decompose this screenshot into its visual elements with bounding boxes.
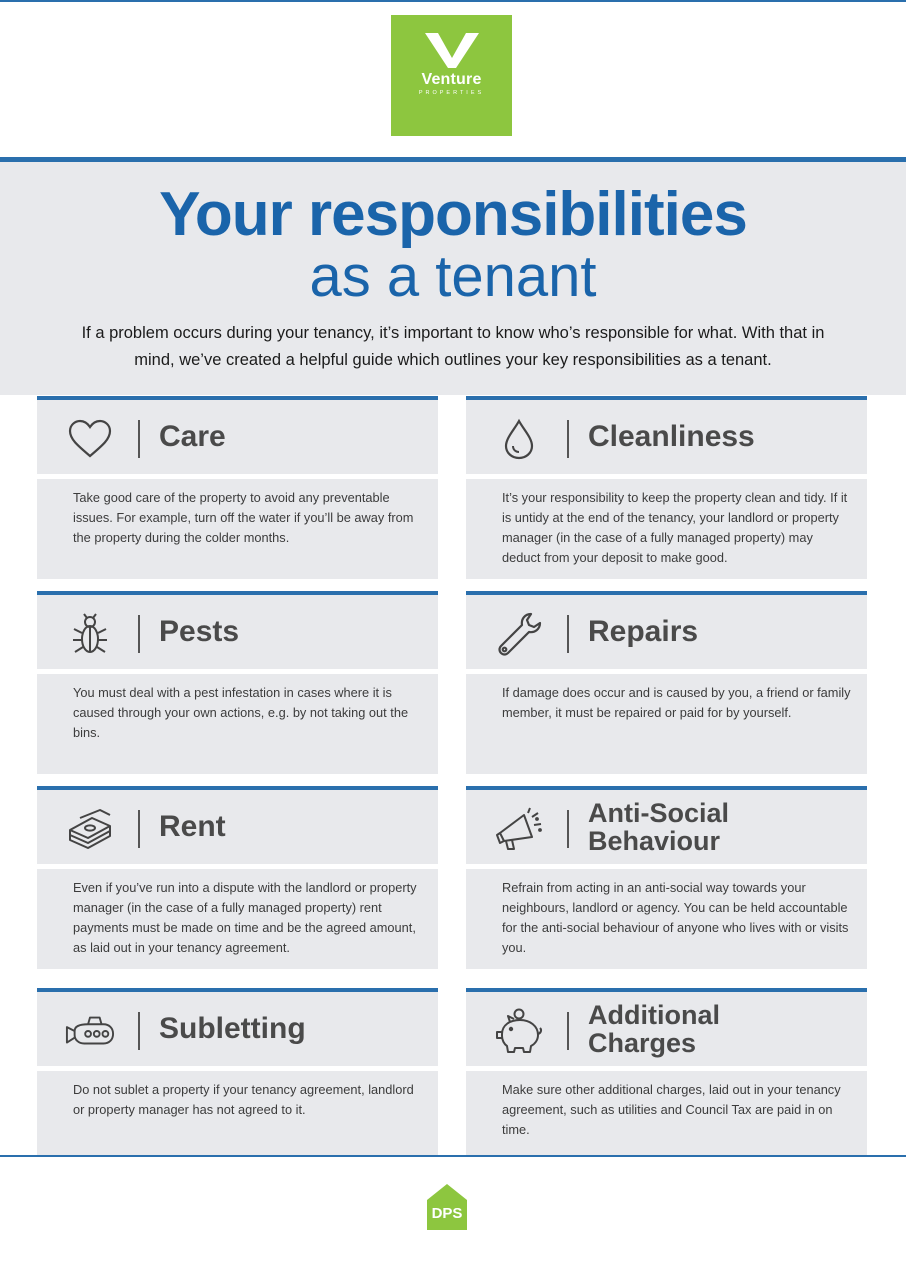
- separator: [567, 1012, 569, 1050]
- wrench-icon: [494, 612, 544, 656]
- card-charges-header: [466, 988, 867, 1066]
- card-title: Cleanliness: [588, 420, 755, 453]
- card-subletting-header: [37, 988, 438, 1066]
- intro-text: If a problem occurs during your tenancy, it’s important to know who’s responsible for what. With that in mind, we’ve created a helpful guide which outlines your key responsibilities as a tenant.: [81, 324, 825, 369]
- separator: [138, 810, 140, 848]
- venture-logo: [391, 15, 512, 136]
- money-stack-icon: [65, 807, 115, 851]
- separator: [138, 1012, 140, 1050]
- card-rent-body: Even if you’ve run into a dispute with the landlord or property manager (in the case of a fully managed property) rent payments must be made on time and be the agreed amount, as laid out in your tenancy agreement.: [37, 869, 438, 969]
- card-title: Care: [159, 420, 226, 453]
- card-title: Pests: [159, 615, 240, 648]
- submarine-icon: [65, 1009, 115, 1053]
- card-subletting-body: Do not sublet a property if your tenancy agreement, landlord or property manager has not agreed to it.: [37, 1071, 438, 1155]
- page-title: Your responsibilities: [159, 180, 747, 249]
- logo-name: Venture: [421, 71, 482, 88]
- card-care-header: [37, 396, 438, 474]
- bottom-rule: [0, 1155, 906, 1157]
- separator: [567, 615, 569, 653]
- card-repairs-body: If damage does occur and is caused by you, a friend or family member, it must be repaired or paid for by yourself.: [466, 674, 867, 774]
- card-antisocial-body: Refrain from acting in an anti-social way towards your neighbours, landlord or agency. You can be held accountable for the anti-social behaviour of anyone who lives with or visits you.: [466, 869, 867, 969]
- piggy-bank-icon: [494, 1009, 544, 1053]
- heart-icon: [65, 417, 115, 461]
- separator: [138, 615, 140, 653]
- water-drop-icon: [494, 417, 544, 461]
- card-title: Additional Charges: [588, 1000, 720, 1058]
- megaphone-icon: [494, 807, 544, 851]
- venture-v-icon: [422, 31, 482, 69]
- hero-panel: [0, 157, 906, 395]
- logo-subtitle: PROPERTIES: [418, 90, 485, 96]
- card-repairs-header: [466, 591, 867, 669]
- top-rule: [0, 0, 906, 2]
- card-cleanliness-header: [466, 396, 867, 474]
- card-antisocial-header: [466, 786, 867, 864]
- separator: [567, 810, 569, 848]
- card-pests-body: You must deal with a pest infestation in cases where it is caused through your own actions, e.g. by not taking out the bins.: [37, 674, 438, 774]
- bug-icon: [65, 612, 115, 656]
- card-title: Repairs: [588, 615, 699, 648]
- separator: [567, 420, 569, 458]
- dps-logo-text: DPS: [431, 1205, 463, 1222]
- card-pests-header: [37, 591, 438, 669]
- card-title: Subletting: [159, 1012, 306, 1045]
- card-cleanliness-body: It’s your responsibility to keep the property clean and tidy. If it is untidy at the end of the tenancy, your landlord or property manager (in the case of a fully managed property) may deduct from your deposit to make good.: [466, 479, 867, 579]
- card-charges-body: Make sure other additional charges, laid out in your tenancy agreement, such as utilities and Council Tax are paid in on time.: [466, 1071, 867, 1155]
- card-title: Anti-Social Behaviour: [588, 798, 730, 856]
- card-title: Rent: [159, 810, 226, 843]
- card-care-body: Take good care of the property to avoid any preventable issues. For example, turn off the water if you’ll be away from the property during the colder months.: [37, 479, 438, 579]
- page-subtitle: as a tenant: [309, 244, 597, 309]
- card-rent-header: [37, 786, 438, 864]
- separator: [138, 420, 140, 458]
